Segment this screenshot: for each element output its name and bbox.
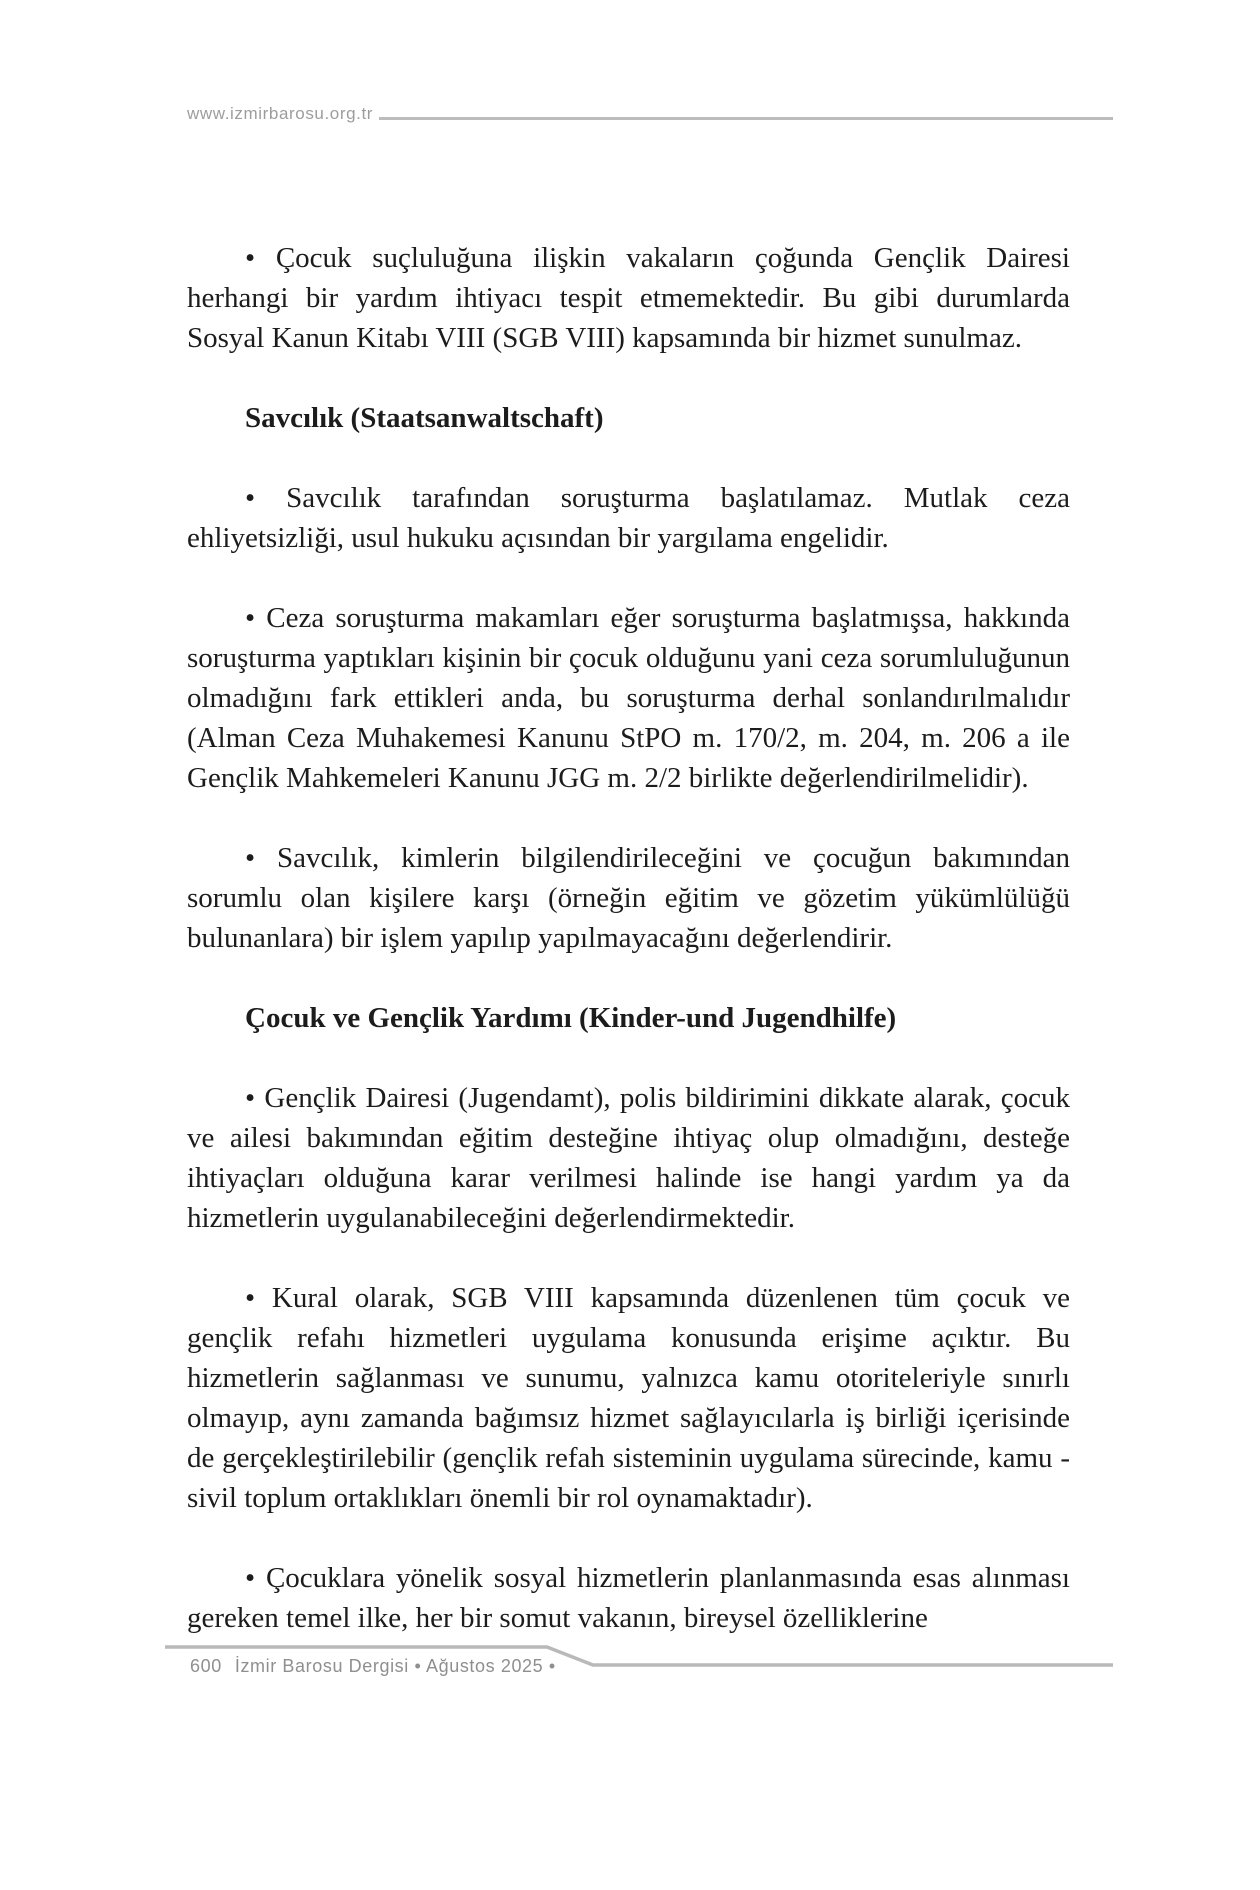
bullet-paragraph: • Çocuklara yönelik sosyal hizmetlerin planlanmasında esas alınması gereken temel ilke, her bir somut vakanın, bireysel özelliklerine xyxy=(187,1562,1070,1634)
page-footer xyxy=(190,1655,556,1677)
journal-info: İzmir Barosu Dergisi • Ağustos 2025 • xyxy=(234,1656,556,1676)
bullet-paragraph: • Gençlik Dairesi (Jugendamt), polis bildirimini dikkate alarak, çocuk ve ailesi bakımından eğitim desteğine ihtiyaç olup olmadığını, desteğe ihtiyaçları olduğuna karar verilmesi halinde ise hangi yardım ya da hizmetlerin uygulanabileceğini değerlendirmektedir. xyxy=(187,1082,1070,1234)
bullet-paragraph: • Savcılık, kimlerin bilgilendirileceğini ve çocuğun bakımından sorumlu olan kişilere karşı (örneğin eğitim ve gözetim yükümlülüğü bulunanlara) bir işlem yapılıp yapılmayacağını değerlendirir. xyxy=(187,842,1070,954)
section-heading: Savcılık (Staatsanwaltschaft) xyxy=(245,402,604,434)
article-body xyxy=(187,238,1070,1638)
bullet-paragraph: • Kural olarak, SGB VIII kapsamında düzenlenen tüm çocuk ve gençlik refahı hizmetleri uygulama konusunda erişime açıktır. Bu hizmetlerin sağlanması ve sunumu, yalnızca kamu otoriteleriyle sınırlı olmayıp, aynı zamanda bağımsız hizmet sağlayıcılarla iş birliği içerisinde de gerçekleştirilebilir (gençlik refah sisteminin uygulama sürecinde, kamu - sivil toplum ortaklıkları önemli bir rol oynamaktadır). xyxy=(187,1282,1070,1514)
bullet-paragraph: • Savcılık tarafından soruşturma başlatılamaz. Mutlak ceza ehliyetsizliği, usul hukuku açısından bir yargılama engelidir. xyxy=(187,482,1070,554)
header-rule xyxy=(379,117,1113,120)
page-header xyxy=(187,104,1113,124)
bullet-paragraph: • Ceza soruşturma makamları eğer soruşturma başlatmışsa, hakkında soruşturma yaptıkları kişinin bir çocuk olduğunu yani ceza sorumluluğunun olmadığını fark ettikleri anda, bu soruşturma derhal sonlandırılmalıdır (Alman Ceza Muhakemesi Kanunu StPO m. 170/2, m. 204, m. 206 a ile Gençlik Mahkemeleri Kanunu JGG m. 2/2 birlikte değerlendirilmelidir). xyxy=(187,602,1070,794)
section-heading: Çocuk ve Gençlik Yardımı (Kinder-und Jugendhilfe) xyxy=(245,1002,897,1034)
site-url: www.izmirbarosu.org.tr xyxy=(187,104,374,123)
page-number: 600 xyxy=(190,1656,222,1676)
bullet-paragraph: • Çocuk suçluluğuna ilişkin vakaların çoğunda Gençlik Dairesi herhangi bir yardım ihtiyacı tespit etmemektedir. Bu gibi durumlarda Sosyal Kanun Kitabı VIII (SGB VIII) kapsamında bir hizmet sunulmaz. xyxy=(187,242,1070,354)
